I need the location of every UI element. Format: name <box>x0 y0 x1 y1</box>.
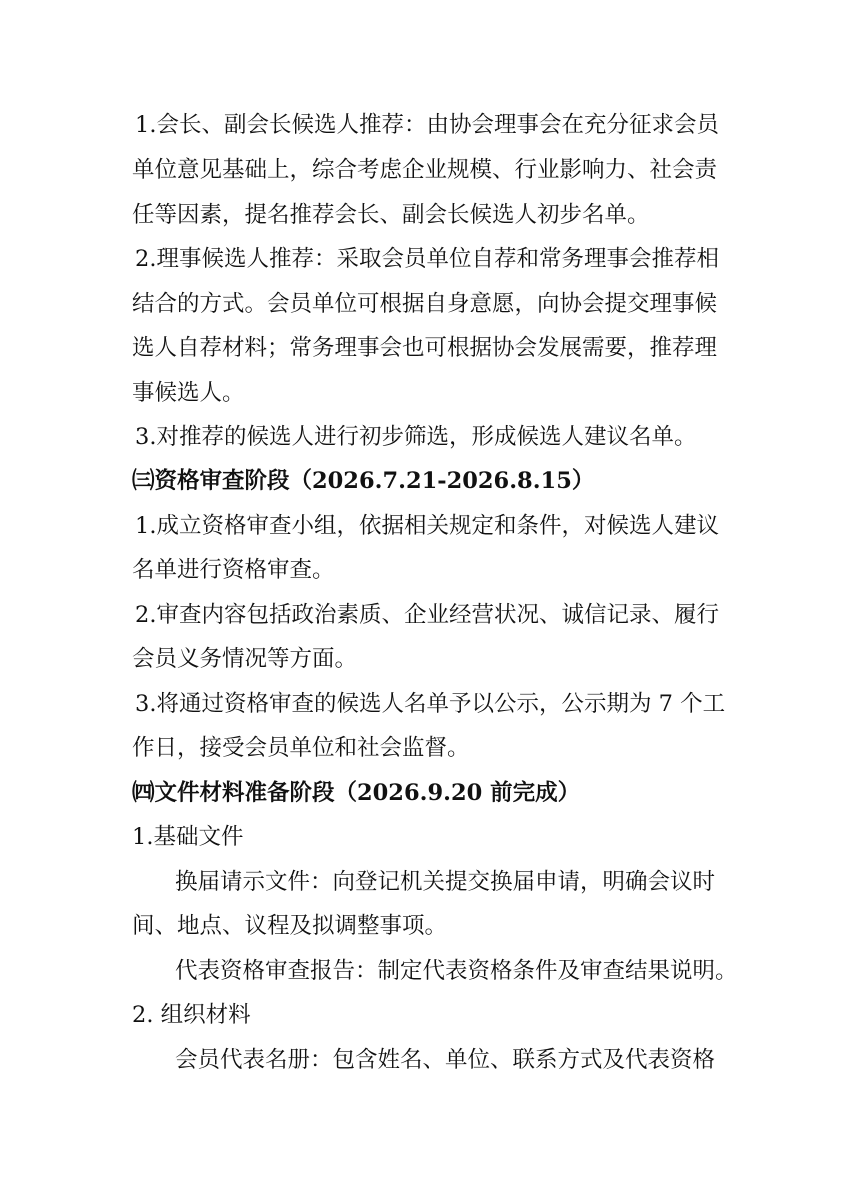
paragraph-line: 3.对推荐的候选人进行初步筛选，形成候选人建议名单。 <box>135 424 697 450</box>
section-heading: ㈢资格审查阶段（2026.7.21-2026.8.15） <box>132 468 595 494</box>
paragraph-line: 选人自荐材料；常务理事会也可根据协会发展需要，推荐理 <box>132 335 718 361</box>
paragraph-line: 1.成立资格审查小组，依据相关规定和条件，对候选人建议 <box>135 513 719 539</box>
paragraph-line: 换届请示文件：向登记机关提交换届申请，明确会议时 <box>175 869 716 895</box>
paragraph-line: 会员义务情况等方面。 <box>132 646 358 672</box>
paragraph-line: 事候选人。 <box>132 380 245 406</box>
paragraph-line: 作日，接受会员单位和社会监督。 <box>132 735 470 761</box>
subsection-heading: 2. 组织材料 <box>132 1002 251 1028</box>
paragraph-line: 结合的方式。会员单位可根据自身意愿，向协会提交理事候 <box>132 291 718 317</box>
paragraph-line: 1.会长、副会长候选人推荐：由协会理事会在充分征求会员 <box>135 112 719 138</box>
paragraph-line: 名单进行资格审查。 <box>132 557 335 583</box>
paragraph-line: 3.将通过资格审查的候选人名单予以公示，公示期为 7 个工 <box>135 691 726 717</box>
section-heading: ㈣文件材料准备阶段（2026.9.20 前完成） <box>132 780 581 806</box>
paragraph-line: 2.理事候选人推荐：采取会员单位自荐和常务理事会推荐相 <box>135 246 719 272</box>
paragraph-line: 2.审查内容包括政治素质、企业经营状况、诚信记录、履行 <box>135 602 719 628</box>
paragraph-line: 会员代表名册：包含姓名、单位、联系方式及代表资格 <box>175 1047 716 1073</box>
paragraph-line: 单位意见基础上，综合考虑企业规模、行业影响力、社会责 <box>132 157 718 183</box>
paragraph-line: 代表资格审查报告：制定代表资格条件及审查结果说明。 <box>175 958 738 984</box>
paragraph-line: 任等因素，提名推荐会长、副会长候选人初步名单。 <box>132 202 650 228</box>
paragraph-line: 间、地点、议程及拟调整事项。 <box>132 913 448 939</box>
subsection-heading: 1.基础文件 <box>132 824 244 850</box>
